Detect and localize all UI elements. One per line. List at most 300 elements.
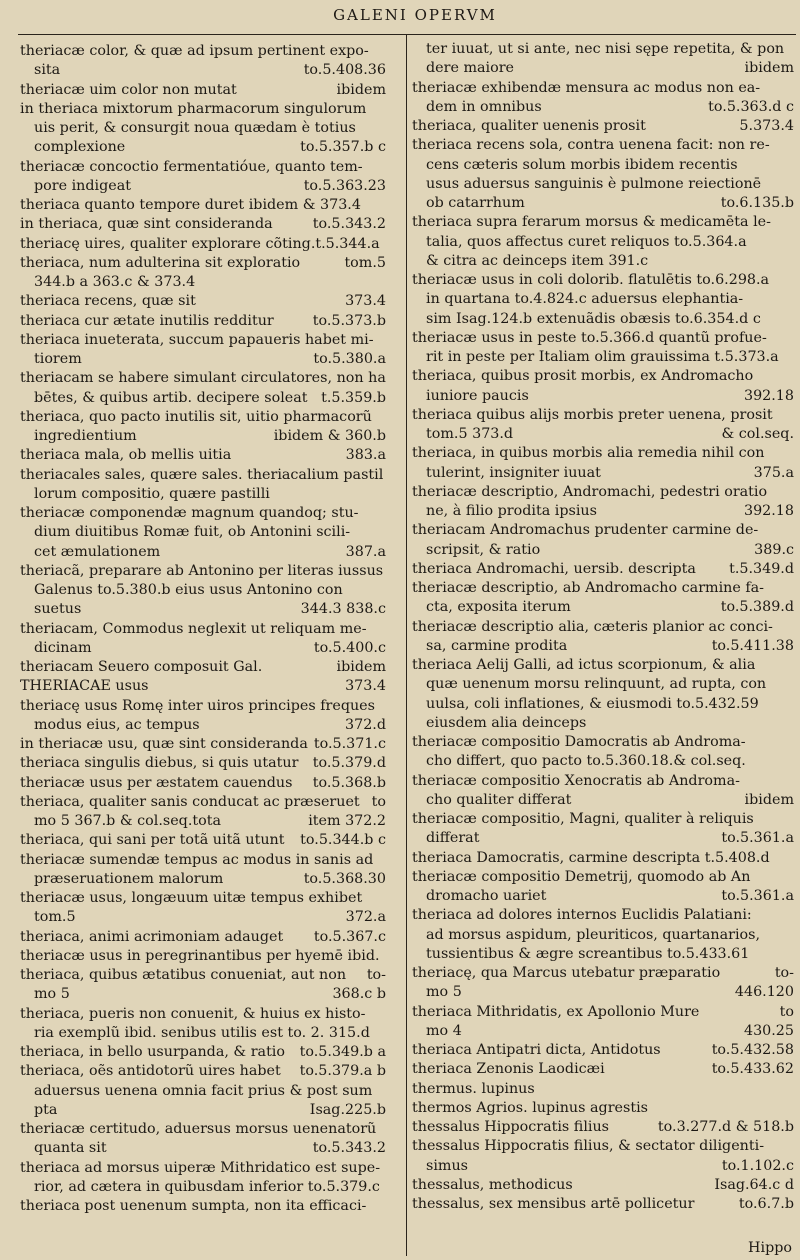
index-entry-line — [20, 119, 388, 138]
index-entry-line — [412, 983, 796, 1002]
entry-reference: to.5.380.a — [313, 351, 386, 367]
header-rule — [18, 34, 796, 35]
entry-text: theriaca, animi acrimoniam adauget — [20, 928, 284, 945]
index-entry-line — [412, 136, 796, 155]
entry-reference: to.5.432.58 — [711, 1042, 794, 1058]
entry-text: theriacæ compositio Demetrij, quomodo ab An — [412, 868, 751, 885]
index-entry-line — [20, 1024, 388, 1043]
index-entry-line — [20, 254, 388, 273]
entry-reference: 375.a — [753, 464, 794, 481]
index-entry-line — [412, 367, 796, 386]
index-entry-line — [412, 849, 796, 868]
entry-text: in theriaca mixtorum pharmacorum singulorum — [20, 100, 367, 117]
entry-text: theriacæ sumendæ tempus ac modus in sanis ad — [20, 851, 374, 868]
entry-text: usus aduersus sanguinis è pulmone reiectionē — [426, 175, 762, 192]
index-entry-line — [412, 1118, 796, 1137]
entry-text: tussientibus & ægre screantibus to.5.433.61 — [426, 945, 750, 962]
index-entry-line — [412, 444, 796, 463]
entry-text: sita — [34, 62, 61, 79]
entry-text: theriacæ certitudo, aduersus morsus uenenatorũ — [20, 1121, 377, 1137]
index-entry-line — [20, 61, 388, 80]
left-column — [20, 42, 388, 1216]
index-entry-line — [412, 598, 796, 617]
entry-text: præseruationem malorum — [34, 870, 224, 887]
index-entry-line — [412, 233, 796, 252]
index-entry-line — [412, 1080, 796, 1099]
entry-reference: to.5.349.b a — [299, 1044, 386, 1060]
index-entry-line — [412, 156, 796, 175]
index-entry-line — [20, 735, 388, 754]
entry-text: ne, à filio prodita ipsius — [426, 503, 597, 519]
entry-text: theriaca mala, ob mellis uitia — [20, 447, 232, 464]
index-entry-line — [20, 1159, 388, 1178]
entry-text: dere maiore — [426, 60, 515, 77]
entry-reference: to.1.102.c — [721, 1157, 794, 1174]
entry-text: quæ uenenum morsu relinquunt, ad rupta, con — [426, 676, 767, 693]
entry-text: aduersus uenena omnia facit prius & post sum — [34, 1082, 373, 1099]
index-entry-line — [412, 829, 796, 848]
entry-text: Galenus to.5.380.b eius usus Antonino con — [34, 582, 343, 598]
index-entry-line — [20, 831, 388, 850]
entry-text: theriaca ad dolores internos Euclidis Palatiani: — [412, 907, 752, 924]
entry-reference: to.5.400.c — [313, 639, 386, 656]
entry-reference: to.5.367.c — [313, 928, 386, 945]
entry-text: theriacam Seuero composuit Gal. — [20, 659, 263, 675]
entry-text: tiorem — [34, 351, 82, 367]
index-entry-line — [20, 620, 388, 639]
index-entry-line — [20, 1005, 388, 1024]
entry-text: theriaca Mithridatis, ex Apollonio Mure — [412, 1003, 700, 1020]
entry-text: simus — [426, 1157, 469, 1174]
entry-reference: to.5.371.c — [313, 736, 386, 752]
index-entry-line — [412, 810, 796, 829]
entry-text: theriaca, num adulterina sit exploratio — [20, 254, 301, 271]
entry-text: theriaca, in quibus morbis alia remedia nihil con — [412, 445, 765, 462]
entry-reference: 383.a — [345, 447, 386, 464]
entry-reference: to.5.368.b — [312, 774, 386, 791]
entry-text: ter iuuat, ut si ante, nec nisi sępe repetita, & pon — [426, 41, 785, 57]
entry-text: thermus. lupinus — [412, 1080, 535, 1097]
index-entry-line — [412, 483, 796, 502]
index-entry-line — [412, 733, 796, 752]
entry-text: theriaca, qualiter sanis conducat ac præseruet — [20, 793, 360, 810]
entry-reference: t.5.359.b — [321, 389, 386, 406]
entry-text: theriacæ color, & quæ ad ipsum pertinent expo- — [20, 43, 369, 59]
index-entry-line — [20, 658, 388, 677]
index-entry-line — [20, 677, 388, 696]
index-entry-line — [20, 312, 388, 331]
index-entry-line — [20, 350, 388, 369]
index-entry-line — [20, 1043, 388, 1062]
index-entry-line — [412, 1003, 796, 1022]
entry-text: theriaca singulis diebus, si quis utatur — [20, 755, 299, 772]
index-entry-line — [20, 985, 388, 1004]
index-entry-line — [412, 521, 796, 540]
index-entry-line — [412, 464, 796, 483]
entry-reference: 373.4 — [345, 293, 386, 310]
index-entry-line — [20, 485, 388, 504]
entry-text: theriacæ exhibendæ mensura ac modus non ea- — [412, 79, 761, 96]
entry-text: thermos Agrios. lupinus agrestis — [412, 1099, 648, 1116]
entry-text: differat — [426, 830, 480, 847]
index-entry-line — [412, 1157, 796, 1176]
page-title: GALENI OPERVM — [333, 6, 497, 24]
entry-reference: 372.a — [345, 909, 386, 926]
entry-text: tom.5 373.d — [426, 426, 514, 442]
entry-text: theriacæ compositio Xenocratis ab Androma- — [412, 772, 740, 789]
entry-reference: to.5.363.23 — [303, 177, 386, 194]
index-entry-line — [20, 215, 388, 234]
entry-text: dicinam — [34, 639, 92, 656]
index-entry-line — [412, 579, 796, 598]
index-entry-line — [20, 562, 388, 581]
index-entry-line — [20, 273, 388, 292]
entry-reference: to.5.361.a — [721, 830, 794, 847]
entry-reference: to.6.7.b — [738, 1196, 794, 1212]
entry-text: mo 5 — [426, 984, 462, 1001]
index-entry-line — [20, 466, 388, 485]
entry-text: sim Isag.124.b extenuãdis obæsis to.6.354.d c — [426, 310, 761, 327]
entry-text: theriaca recens sola, contra uenena facit: non re- — [412, 137, 770, 154]
index-entry-line — [412, 79, 796, 98]
entry-reference: to.5.363.d c — [708, 98, 794, 115]
index-entry-line — [412, 1041, 796, 1060]
index-entry-line — [20, 100, 388, 119]
index-entry-line — [412, 425, 796, 444]
index-entry-line — [20, 947, 388, 966]
entry-text: theriaca, quo pacto inutilis sit, uitio pharmacorũ — [20, 408, 372, 425]
entry-reference: ibidem — [336, 81, 386, 98]
entry-reference: to — [371, 793, 386, 810]
entry-text: theriacæ descriptio alia, cæteris planior ac conci- — [412, 618, 773, 635]
entry-text: thessalus Hippocratis filius, & sectator diligenti- — [412, 1138, 765, 1155]
entry-text: theriaca, oẽs antidotorũ uires habet — [20, 1063, 281, 1080]
entry-text: theriaca, in bello usurpanda, & ratio — [20, 1044, 285, 1060]
entry-reference: Isag.64.c d — [714, 1176, 794, 1193]
entry-reference: to.5.408.36 — [303, 62, 386, 79]
entry-text: theriacę, qua Marcus utebatur præparatio — [412, 965, 721, 981]
index-entry-line — [412, 98, 796, 117]
entry-text: theriacæ usus in peregrinantibus per hyemē ibid. — [20, 947, 380, 964]
index-entry-line — [412, 656, 796, 675]
index-entry-line — [412, 40, 796, 59]
index-entry-line — [20, 851, 388, 870]
entry-text: rit in peste per Italiam olim grauissima t.5.373.a — [426, 349, 779, 365]
entry-text: theriacæ usus in peste to.5.366.d quantũ profue- — [412, 329, 767, 346]
entry-text: theriacę uires, qualiter explorare cõting.t.5.344.a — [20, 235, 380, 252]
entry-text: theriacæ descriptio, Andromachi, pedestri oratio — [412, 483, 768, 500]
entry-text: theriaca Andromachi, uersib. descripta — [412, 560, 696, 577]
index-entry-line — [412, 406, 796, 425]
entry-text: theriacæ usus in coli dolorib. flatulētis to.6.298.a — [412, 272, 770, 288]
index-entry-line — [412, 926, 796, 945]
entry-text: theriaca, quibus ætatibus conueniat, aut non — [20, 967, 347, 983]
catchword: Hippo — [748, 1240, 792, 1256]
entry-reference: 446.120 — [734, 984, 794, 1001]
entry-text: quanta sit — [34, 1140, 107, 1157]
index-entry-line — [20, 177, 388, 196]
index-entry-line — [20, 81, 388, 100]
index-entry-line — [20, 889, 388, 908]
entry-reference: tom.5 — [344, 254, 386, 271]
column-divider — [406, 34, 407, 1256]
index-entry-line — [412, 271, 796, 290]
entry-text: theriaca inueterata, succum papaueris habet mi- — [20, 331, 374, 348]
index-entry-line — [20, 754, 388, 773]
index-entry-line — [20, 812, 388, 831]
index-entry-line — [412, 541, 796, 560]
entry-text: theriacæ uim color non mutat — [20, 81, 237, 98]
entry-text: theriaca post uenenum sumpta, non ita efficaci- — [20, 1198, 367, 1214]
entry-text: in theriaca, quæ sint consideranda — [20, 216, 273, 233]
entry-text: & citra ac deinceps item 391.c — [426, 252, 649, 269]
entry-text: mo 5 — [34, 986, 70, 1003]
entry-text: theriaca, qui sani per totã uitã utunt — [20, 832, 285, 849]
entry-text: thessalus, sex mensibus artē pollicetur — [412, 1196, 695, 1212]
entry-reference: to.5.379.a b — [299, 1063, 386, 1080]
entry-text: theriaca quanto tempore duret ibidem & 373.4 — [20, 197, 361, 213]
entry-text: theriacam se habere simulant circulatores, non ha — [20, 370, 386, 387]
entry-reference: 344.3 838.c — [300, 601, 386, 618]
entry-text: uis perit, & consurgit noua quædam è totius — [34, 120, 356, 136]
entry-text: cta, exposita iterum — [426, 599, 571, 616]
entry-text: in theriacæ usu, quæ sint consideranda — [20, 736, 308, 752]
entry-reference: Isag.225.b — [309, 1101, 386, 1118]
index-entry-line — [20, 1120, 388, 1139]
index-entry-line — [412, 675, 796, 694]
index-entry-line — [20, 389, 388, 408]
entry-text: theriaca quibus alijs morbis preter uenena, prosit — [412, 406, 773, 423]
index-entry-line — [412, 964, 796, 983]
entry-text: ingredientium — [34, 428, 137, 444]
entry-reference: ibidem & 360.b — [273, 428, 386, 444]
entry-reference: to.5.373.b — [312, 312, 386, 329]
index-entry-line — [20, 716, 388, 735]
entry-text: theriacæ usus, longæuum uitæ tempus exhibet — [20, 890, 363, 906]
entry-reference: t.5.349.d — [729, 560, 794, 577]
index-entry-line — [412, 906, 796, 925]
index-entry-line — [412, 560, 796, 579]
entry-text: theriaca Damocratis, carmine descripta t.5.408.d — [412, 849, 770, 866]
entry-text: mo 5 367.b & col.seq.tota — [34, 813, 221, 829]
index-entry-line — [20, 870, 388, 889]
entry-reference: ibidem — [336, 659, 386, 675]
entry-text: theriaca cur ætate inutilis redditur — [20, 312, 274, 329]
index-entry-line — [412, 1022, 796, 1041]
entry-text: dem in omnibus — [426, 98, 542, 115]
index-entry-line — [20, 523, 388, 542]
entry-reference: to.5.343.2 — [312, 216, 386, 233]
index-entry-line — [20, 697, 388, 716]
entry-text: theriacã, preparare ab Antonino per literas iussus — [20, 562, 384, 579]
entry-text: pta — [34, 1101, 58, 1118]
entry-text: theriacæ descriptio, ab Andromacho carmine fa- — [412, 580, 765, 596]
index-entry-line — [20, 408, 388, 427]
index-entry-line — [20, 196, 388, 215]
entry-text: dromacho uariet — [426, 888, 547, 904]
entry-reference: to.6.135.b — [720, 195, 794, 211]
entry-text: theriaca supra ferarum morsus & medicamēta le- — [412, 214, 771, 231]
entry-text: theriacam, Commodus neglexit ut reliquam me- — [20, 620, 367, 637]
index-entry-line — [412, 618, 796, 637]
index-entry-line — [412, 213, 796, 232]
index-entry-line — [412, 290, 796, 309]
entry-reference: 387.a — [345, 543, 386, 560]
entry-text: theriaca recens, quæ sit — [20, 293, 196, 310]
entry-reference: to- — [366, 967, 386, 983]
index-entry-line — [412, 502, 796, 521]
entry-reference: 430.25 — [743, 1022, 794, 1039]
index-entry-line — [20, 138, 388, 157]
index-entry-line — [412, 1195, 796, 1214]
entry-reference: 373.4 — [345, 678, 386, 695]
index-entry-line — [20, 774, 388, 793]
entry-text: theriaca, pueris non conuenit, & huius ex histo- — [20, 1005, 366, 1022]
entry-text: mo 4 — [426, 1022, 462, 1039]
index-entry-line — [412, 772, 796, 791]
entry-text: sa, carmine prodita — [426, 637, 568, 654]
index-entry-line — [20, 928, 388, 947]
entry-text: thessalus Hippocratis filius — [412, 1119, 610, 1135]
index-entry-line — [20, 793, 388, 812]
entry-text: theriacales sales, quære sales. theriacalium pastil — [20, 466, 384, 483]
entry-text: iuniore paucis — [426, 387, 529, 404]
entry-text: THERIACAE usus — [20, 678, 149, 695]
index-entry-line — [412, 1099, 796, 1118]
index-entry-line — [412, 194, 796, 213]
entry-reference: to.5.389.d — [720, 599, 794, 616]
entry-text: talia, quos affectus curet reliquos to.5.364.a — [426, 233, 747, 250]
entry-text: theriacæ concoctio fermentatióue, quanto tem- — [20, 158, 363, 175]
index-entry-line — [412, 945, 796, 964]
entry-reference: 389.c — [754, 541, 794, 558]
entry-text: lorum compositio, quære pastilli — [34, 485, 270, 502]
entry-text: pore indigeat — [34, 177, 131, 194]
index-entry-line — [412, 1137, 796, 1156]
index-entry-line — [20, 42, 388, 61]
index-entry-line — [412, 714, 796, 733]
index-entry-line — [20, 292, 388, 311]
index-entry-line — [20, 1082, 388, 1101]
entry-reference: to.5.344.b c — [300, 832, 386, 849]
entry-reference: 392.18 — [743, 503, 794, 519]
entry-text: theriacam Andromachus prudenter carmine de- — [412, 522, 759, 539]
entry-reference: to.5.357.b c — [300, 139, 386, 156]
entry-text: in quartana to.4.824.c aduersus elephantia- — [426, 291, 744, 308]
entry-text: theriaca Antipatri dicta, Antidotus — [412, 1042, 661, 1058]
index-entry-line — [412, 252, 796, 271]
entry-reference: to — [779, 1003, 794, 1020]
entry-text: modus eius, ac tempus — [34, 716, 200, 733]
index-entry-line — [412, 868, 796, 887]
index-entry-line — [412, 1176, 796, 1195]
index-entry-line — [412, 387, 796, 406]
entry-text: rior, ad cætera in quibusdam inferior to.5.379.c — [34, 1178, 380, 1195]
index-entry-line — [412, 1060, 796, 1079]
entry-text: cho differt, quo pacto to.5.360.18.& col.seq. — [426, 753, 746, 770]
entry-text: theriaca, quibus prosit morbis, ex Andromacho — [412, 368, 754, 385]
entry-text: complexione — [34, 139, 126, 156]
index-entry-line — [412, 59, 796, 78]
entry-text: bētes, & quibus artib. decipere soleat — [34, 389, 308, 406]
entry-reference: to.5.379.d — [312, 755, 386, 772]
index-entry-line — [20, 369, 388, 388]
entry-text: theriacæ compositio Damocratis ab Androma- — [412, 734, 746, 750]
entry-text: uulsa, coli inflationes, & eiusmodi to.5.432.59 — [426, 695, 759, 712]
entry-text: tom.5 — [34, 909, 76, 926]
index-entry-line — [20, 235, 388, 254]
entry-text: theriaca ad morsus uiperæ Mithridatico est supe- — [20, 1159, 381, 1176]
entry-reference: & col.seq. — [721, 426, 794, 442]
entry-text: theriacæ compositio, Magni, qualiter à reliquis — [412, 811, 754, 827]
index-entry-line — [20, 1062, 388, 1081]
entry-text: cens cæteris solum morbis ibidem recentis — [426, 156, 738, 173]
entry-reference: to.3.277.d & 518.b — [657, 1119, 794, 1135]
entry-text: ria exemplũ ibid. senibus utilis est to. 2. 315.d — [34, 1024, 370, 1041]
entry-text: thessalus, methodicus — [412, 1176, 573, 1193]
entry-reference: to.5.411.38 — [711, 637, 794, 654]
entry-reference: 5.373.4 — [739, 118, 794, 134]
entry-reference: item 372.2 — [308, 813, 386, 829]
index-entry-line — [412, 310, 796, 329]
entry-reference: ibidem — [744, 60, 794, 77]
index-entry-line — [412, 695, 796, 714]
entry-text: suetus — [34, 601, 82, 618]
index-entry-line — [412, 887, 796, 906]
index-entry-line — [412, 791, 796, 810]
entry-reference: 392.18 — [743, 387, 794, 404]
running-header — [0, 6, 800, 34]
entry-text: theriaca Zenonis Laodicæi — [412, 1061, 605, 1078]
index-entry-line — [20, 1101, 388, 1120]
index-entry-line — [412, 348, 796, 367]
entry-text: theriacæ usus per æstatem cauendus — [20, 774, 293, 791]
index-entry-line — [412, 117, 796, 136]
entry-text: theriacæ componendæ magnum quandoq; stu- — [20, 505, 359, 521]
index-entry-line — [20, 581, 388, 600]
right-column — [412, 40, 796, 1214]
entry-text: ad morsus aspidum, pleuriticos, quartanarios, — [426, 926, 761, 943]
index-entry-line — [412, 752, 796, 771]
index-entry-line — [20, 908, 388, 927]
entry-reference: to.5.433.62 — [711, 1061, 794, 1078]
index-entry-line — [412, 175, 796, 194]
entry-text: cet æmulationem — [34, 543, 161, 560]
index-entry-line — [412, 637, 796, 656]
index-entry-line — [20, 504, 388, 523]
entry-text: tulerint, insigniter iuuat — [426, 464, 601, 481]
index-entry-line — [20, 600, 388, 619]
entry-reference: ibidem — [744, 791, 794, 808]
entry-text: ob catarrhum — [426, 195, 525, 211]
index-entry-line — [20, 427, 388, 446]
entry-text: eiusdem alia deinceps — [426, 714, 587, 731]
index-entry-line — [20, 1178, 388, 1197]
entry-reference: to.5.368.30 — [303, 870, 386, 887]
index-entry-line — [20, 543, 388, 562]
entry-text: dium diuitibus Romæ fuit, ob Antonini scili- — [34, 524, 351, 541]
index-entry-line — [20, 158, 388, 177]
entry-reference: 372.d — [345, 716, 386, 733]
entry-text: theriaca, qualiter uenenis prosit — [412, 118, 646, 134]
index-entry-line — [20, 446, 388, 465]
index-entry-line — [412, 329, 796, 348]
entry-text: 344.b a 363.c & 373.4 — [34, 274, 196, 290]
entry-text: theriacę usus Romę inter uiros principes freques — [20, 697, 375, 714]
entry-text: cho qualiter differat — [426, 791, 572, 808]
entry-text: theriaca Aelij Galli, ad ictus scorpionum, & alia — [412, 657, 756, 673]
entry-reference: to- — [774, 965, 794, 981]
